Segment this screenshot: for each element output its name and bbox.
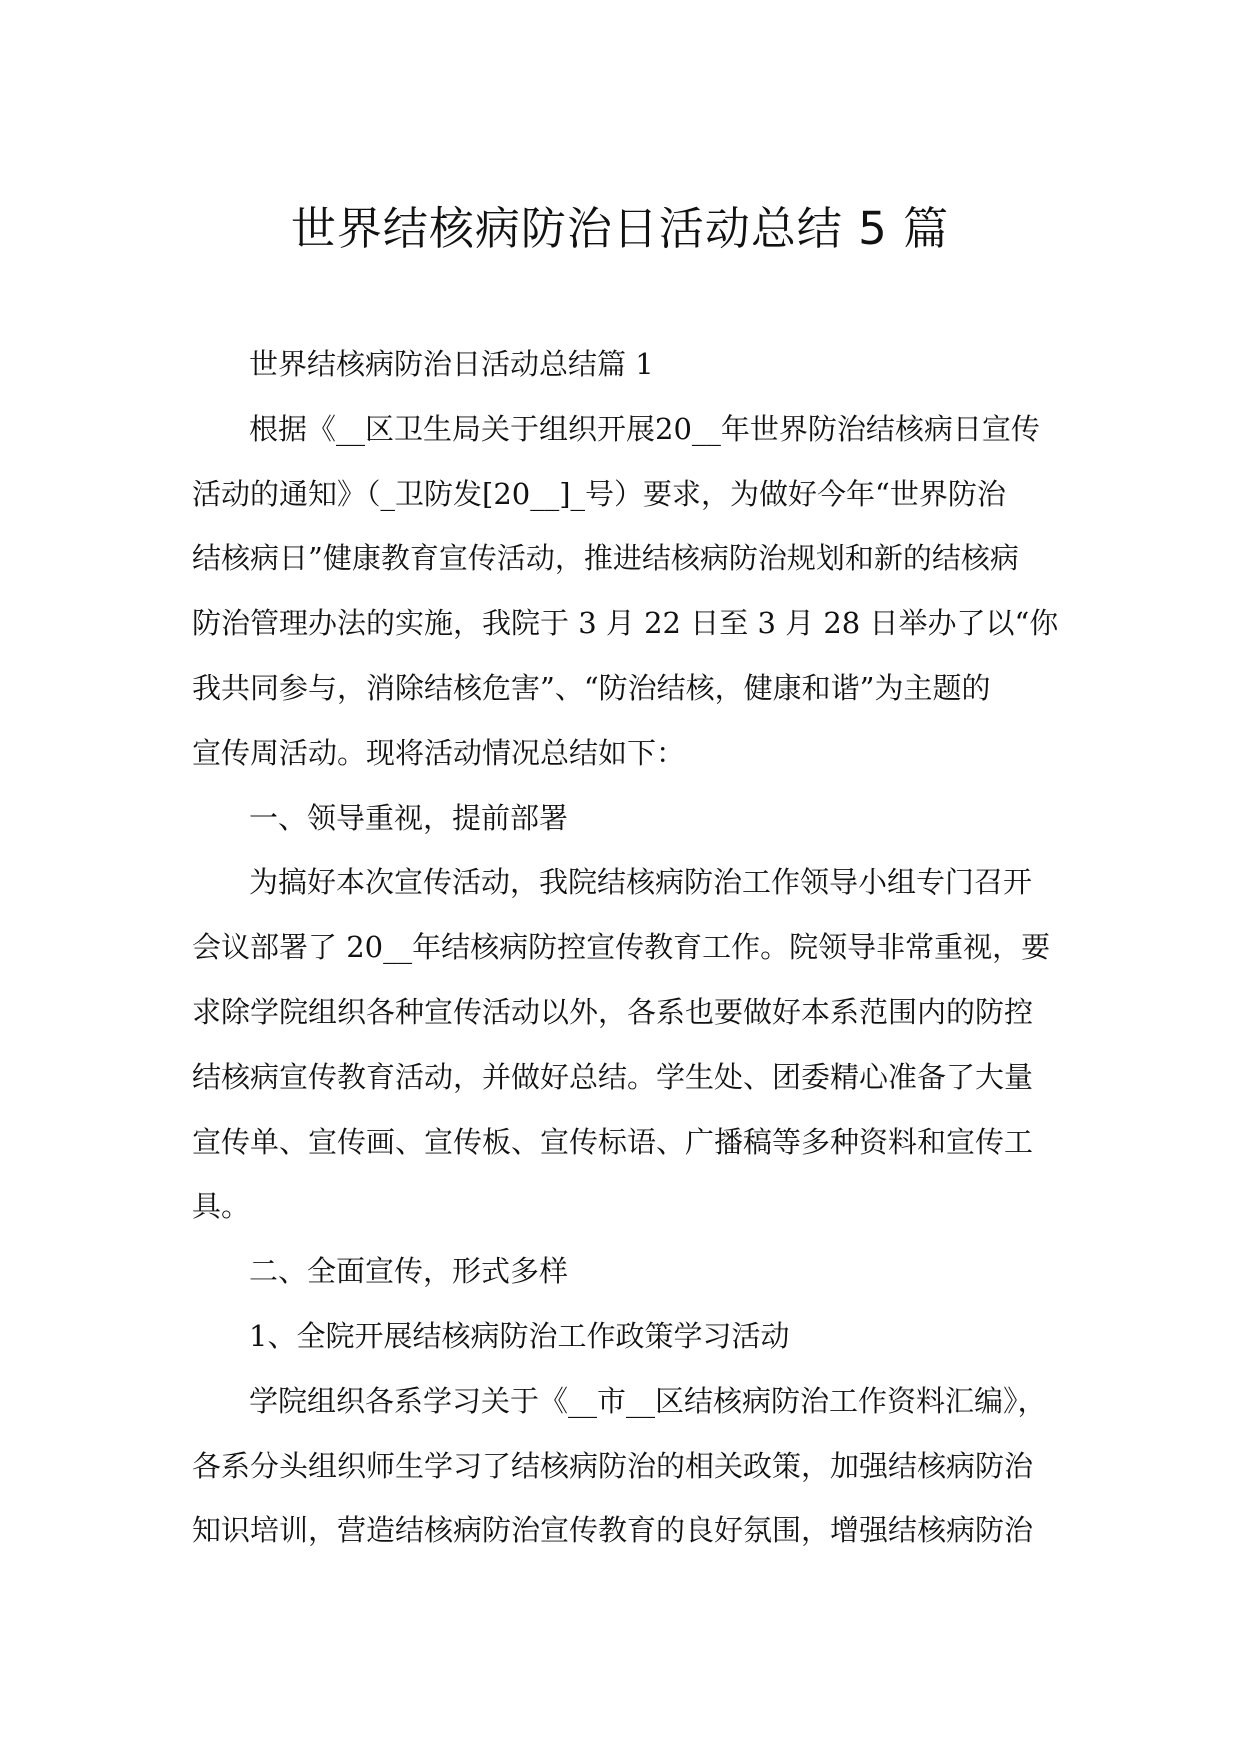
section-heading-article-1 <box>192 332 1072 397</box>
text-line: 世界结核病防治日活动总结篇 1 <box>249 347 654 381</box>
text-line: 防治管理办法的实施，我院于 3 月 22 日至 3 月 28 日举办了以“你 <box>192 606 1059 641</box>
document-body <box>192 332 1072 1563</box>
text-line: 我共同参与，消除结核危害”、“防治结核，健康和谐”为主题的 <box>192 670 991 705</box>
text-line: 宣传周活动。现将活动情况总结如下： <box>192 735 686 770</box>
section-heading-1 <box>192 786 1072 851</box>
text-line: 结核病日”健康教育宣传活动，推进结核病防治规划和新的结核病 <box>192 541 1019 576</box>
subsection-heading-2-1 <box>192 1304 1072 1369</box>
document-title: 世界结核病防治日活动总结 5 篇 <box>290 202 950 255</box>
paragraph-leadership <box>192 850 1072 1239</box>
text-line: 根据《__区卫生局关于组织开展20__年世界防治结核病日宣传 <box>249 411 1040 446</box>
text-line: 结核病宣传教育活动，并做好总结。学生处、团委精心准备了大量 <box>192 1059 1034 1094</box>
text-line: 知识培训，营造结核病防治宣传教育的良好氛围，增强结核病防治 <box>192 1513 1034 1548</box>
text-line: 为搞好本次宣传活动，我院结核病防治工作领导小组专门召开 <box>249 865 1033 900</box>
paragraph-policy-study <box>192 1369 1072 1563</box>
text-line: 会议部署了 20__年结核病防控宣传教育工作。院领导非常重视，要 <box>192 930 1051 965</box>
text-line: 一、领导重视，提前部署 <box>249 800 569 835</box>
paragraph-intro <box>192 397 1072 786</box>
text-line: 各系分头组织师生学习了结核病防治的相关政策，加强结核病防治 <box>192 1448 1034 1483</box>
text-line: 宣传单、宣传画、宣传板、宣传标语、广播稿等多种资料和宣传工 <box>192 1124 1034 1159</box>
text-line: 求除学院组织各种宣传活动以外，各系也要做好本系范围内的防控 <box>192 994 1034 1029</box>
section-heading-2 <box>192 1239 1072 1304</box>
text-line: 活动的通知》（_卫防发[20__]_号）要求，为做好今年“世界防治 <box>192 476 1006 511</box>
text-line: 二、全面宣传，形式多样 <box>249 1254 569 1289</box>
text-line: 1、全院开展结核病防治工作政策学习活动 <box>249 1318 790 1353</box>
text-line: 具。 <box>192 1189 251 1224</box>
text-line: 学院组织各系学习关于《__市__区结核病防治工作资料汇编》， <box>249 1383 1047 1418</box>
